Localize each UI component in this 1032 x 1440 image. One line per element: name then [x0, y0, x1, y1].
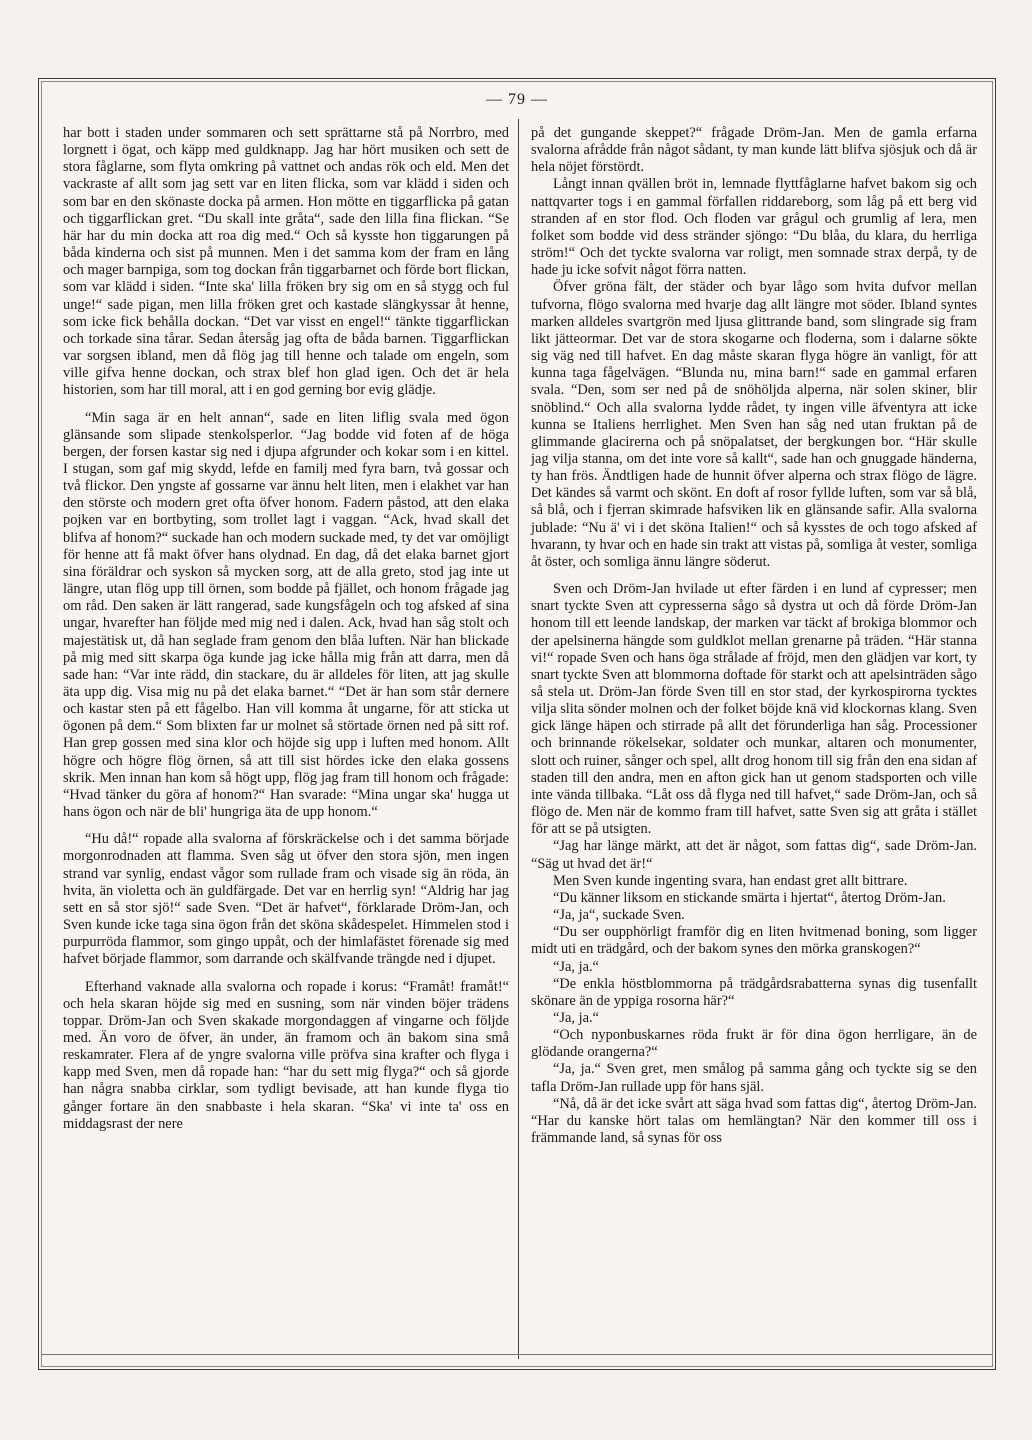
paragraph: “Du ser oupphörligt framför dig en liten hvitmenad boning, som ligger midt uti en trädgård, och der bakom synes den mörka granskogen?“ [531, 924, 977, 958]
column-divider [518, 119, 519, 1359]
paragraph: “Ja, ja.“ [553, 958, 599, 975]
right-column [531, 125, 977, 1347]
paragraph: Öfver gröna fält, der städer och byar lågo som hvita dufvor mellan tufvorna, flögo svalorna med hvarje dag allt längre mot söder. Ibland syntes marken alldeles svartgrön med ljusa glittrande band, som slingrade sig fram likt jätteormar. Det var de stora skogarne och floderna, som i dalarne sökte sig väg ned till hafvet. En dag måste skaran flyga högre än vanligt, för att kunna taga fågelvägen. “Blunda nu, mina barn!“ sade en gammal erfaren svala. “Den, som ser ned på de snöhöljda alperna, när solen skiner, blir snöblind.“ Och alla svalorna lydde rådet, ty ingen ville äfventyra att icke kunna se Italiens herrlighet. Men Sven han såg ned utan fruktan på de glimmande glacirerna och på snöpalatset, der bergkungen bor. “Här skulle jag vilja stanna, om det inte vore så kallt“, sade han och gnuggade händerna, ty han frös. Ändtligen hade de hunnit öfver alperna och strax flögo de lägre. Det kändes så varmt och skönt. En doft af rosor fyllde luften, som var så blå, så blå, och i fjerran skimrade hafsviken lik en glänsande safir. Alla svalorna jublade: “Nu ä' vi i det sköna Italien!“ och så kysstes de och togo afsked af hvarann, ty hvar och en hade sin trakt att vistas på, somliga åt vester, somliga åt öster, och somliga ännu längre söderut. [531, 279, 977, 570]
left-column [63, 125, 509, 1347]
page-number: — 79 — [486, 91, 548, 108]
paragraph: “Ja, ja“, suckade Sven. [553, 907, 685, 924]
paragraph: “Jag har länge märkt, att det är något, som fattas dig“, sade Dröm-Jan. “Säg ut hvad det är!“ [531, 838, 977, 872]
paragraph: “De enkla höstblommorna på trädgårdsrabatterna synas dig tusenfallt skönare än de yppiga rosorna här?“ [531, 975, 977, 1009]
paragraph: Men Sven kunde ingenting svara, han endast gret allt bittrare. [553, 872, 908, 889]
paragraph: “Ja, ja.“ [553, 1009, 599, 1026]
paragraph: “Du känner liksom en stickande smärta i hjertat“, återtog Dröm-Jan. [553, 889, 946, 906]
paragraph: “Hu då!“ ropade alla svalorna af förskräckelse och i det samma började morgonrodnaden att flamma. Sven såg ut öfver den stora sjön, men ingen strand var synlig, endast vågor som rullade fram och visade sig än röda, än hvita, än violetta och än guldfärgade. Det var en herrlig syn! “Aldrig har jag sett en så stor sjö!“ sade Sven. “Det är hafvet“, förklarade Dröm-Jan, och Sven kunde icke taga sina ögon från det sköna skådespelet. Himmelen stod i purpurröda flammor, som gingo uppåt, och der himlafästet förenade sig med hafvet började flammor, som darrande och skälfvande trängde ned i djupet. [63, 831, 509, 968]
paragraph: Sven och Dröm-Jan hvilade ut efter färden i en lund af cypresser; men snart tyckte Sven att cypresserna sågo så dystra ut och då förde Dröm-Jan honom till ett leende landskap, der marken var täckt af brokiga blommor och der apelsinerna hängde som guldklot mellan grenarne på träden. “Här stanna vi!“ ropade Sven och hans öga strålade af fröjd, men den glädjen var kort, ty snart tyckte Sven att blommorna doftade för starkt och att apelsinträden sågo så stela ut. Dröm-Jan förde Sven till en stor stad, der kyrkospirorna tycktes vilja slita sönder molnen och der folket böjde knä vid klockornas klang. Sven gick länge häpen och stirrade på allt det förunderliga han såg. Processioner och brinnande rökelsekar, soldater och munkar, altaren och monumenter, slott och ruiner, sånger och spel, allt drog honom till sig från den ena sidan af staden till den andra, men en afton gick han ut genom stadsporten och ville inte vända tillbaka. “Låt oss då flyga ned till hafvet,“ sade Dröm-Jan, och så flögo de. Men när de kommo fram till hafvet, satte Sven sig att gråta i stället för att se på utsigten. [531, 581, 977, 838]
paragraph: Långt innan qvällen bröt in, lemnade flyttfåglarne hafvet bakom sig och nattqvarter togs i en gammal förfallen riddareborg, som låg på ett berg vid stranden af en stor flod. Och floden var grågul och grumlig af lera, men folket som bodde vid dess stränder sjöngo: “Du blåa, du klara, du herrliga ström!“ Och det tyckte svalorna var roligt, men somnade strax derpå, ty de hade ju icke sofvit något förra natten. [531, 176, 977, 279]
paragraph: Efterhand vaknade alla svalorna och ropade i korus: “Framåt! framåt!“ och hela skaran höjde sig med en susning, som när vinden böjer trädens toppar. Dröm-Jan och Sven skakade morgondaggen af vingarne och följde med. Än voro de öfver, än under, än framom och än bakom sina små reskamrater. Flera af de yngre svalorna ville pröfva sina krafter och flyga i kapp med Sven, men då ropade han: “har du sett mig flyga?“ och så gjorde han några snabba cirklar, som tydligt bevisade, att han kunde flyga tio gånger fortare än den snabbaste i hela skaran. “Ska' vi inte ta' oss en middagsrast der nere [63, 978, 509, 1132]
paragraph: “Nå, då är det icke svårt att säga hvad som fattas dig“, återtog Dröm-Jan. “Har du kanske hört talas om hemlängtan? När den kommer till oss i främmande land, så synas för oss [531, 1095, 977, 1147]
paragraph: “Och nyponbuskarnes röda frukt är för dina ögon herrligare, än de glödande orangerna?“ [531, 1027, 977, 1061]
book-page [38, 78, 996, 1370]
paragraph: på det gungande skeppet?“ frågade Dröm-Jan. Men de gamla erfarna svalorna afrådde från något sådant, ty man kunde lätt blifva sjösjuk och då är hela nöjet förstördt. [531, 125, 977, 176]
paragraph: har bott i staden under sommaren och sett sprättarne stå på Norrbro, med lorgnett i ögat, och käpp med guldknapp. Jag har hört musiken och sett de stora fåglarne, som flyta omkring på vattnet och andas rök och eld. Men det vackraste af allt som jag sett var en liten flicka, som var klädd i siden och som bar en den skönaste docka på armen. Hon mötte en tiggarflicka på gatan och tiggarflickan gret. “Du skall inte gråta“, sade den lilla fina flickan. “Se här har du min docka att roa dig med.“ Och så kysste hon tiggarungen på båda kinderna och sist på munnen. Men i det samma kom der fram en lång och mager barnpiga, som tog dockan från tiggarbarnet och förde bort flickan, som var klädd i siden. “Inte ska' lilla fröken bry sig om en så stygg och ful unge!“ sade pigan, men lilla fröken gret och kastade slängkyssar åt henne, som icke fick behålla dockan. “Det var visst en engel!“ tänkte tiggarflickan och torkade sina tårar. Sedan återsåg jag ofta de båda barnen. Tiggarflickan var sorgsen ibland, men då flög jag till henne och talade om engeln, som ville gifva henne dockan, och strax blef hon glad igen. Och det är hela historien, som har till moral, att i en god gerning bor evig glädje. [63, 125, 509, 399]
paragraph: “Ja, ja.“ Sven gret, men smålog på samma gång och tyckte sig se den tafla Dröm-Jan rullade upp för hans själ. [531, 1061, 977, 1095]
paragraph: “Min saga är en helt annan“, sade en liten liflig svala med ögon glänsande som slipade stenkolsperlor. “Jag bodde vid foten af de höga bergen, der forsen kastar sig ned i djupa afgrunder och kokar som i en kittel. I stugan, som gaf mig skydd, lefde en familj med fyra barn, två gossar och två flickor. Den yngste af gossarne var ännu helt liten, men i elakhet var han den störste och modern gret ofta öfver honom. Fadern påstod, att den elaka pojken var en bortbyting, som trollet lagt i vaggan. “Ack, hvad skall det blifva af honom?“ suckade han och modern suckade med, ty det var omöjligt för henne att få makt öfver hans olydnad. En dag, då det elaka barnet gjort sina föräldrar och syskon så mycken sorg, att de alla greto, stod jag inte ut längre, utan flög upp till örnen, som bodde på fjället, och honom frågade jag om råd. Den saken är lätt rangerad, sade kungsfågeln och tog afsked af sina ungar, hvarefter han följde med mig ned i dalen. Ack, hvad han såg stolt och majestätisk ut, då han seglade fram genom den blåa luften. När han blickade på mig med sitt skarpa öga kunde jag icke hålla mig från att darra, men då sade han: “Var inte rädd, din stackare, du är alldeles för liten, att jag skulle äta upp dig. Visa mig nu på det elaka barnet.“ “Det är han som står dernere och kastar sten på ett fågelbo. Han vill komma åt ungarne, för att sticka ut ögonen på dem.“ Som blixten far ur molnet så störtade örnen ned på sitt rof. Han grep gossen med sina klor och höjde sig upp i luften med honom. Allt högre och högre flög örnen, så att till sist hördes icke den elaka gossens skrik. Men innan han kom så högt upp, flög jag fram till honom och frågade: “Hvad tänker du göra af honom?“ Han svarade: “Mina ungar ska' hugga ut hans ögon och när de bli' hungriga äta de upp honom.“ [63, 409, 509, 821]
bottom-rule [41, 1354, 993, 1355]
